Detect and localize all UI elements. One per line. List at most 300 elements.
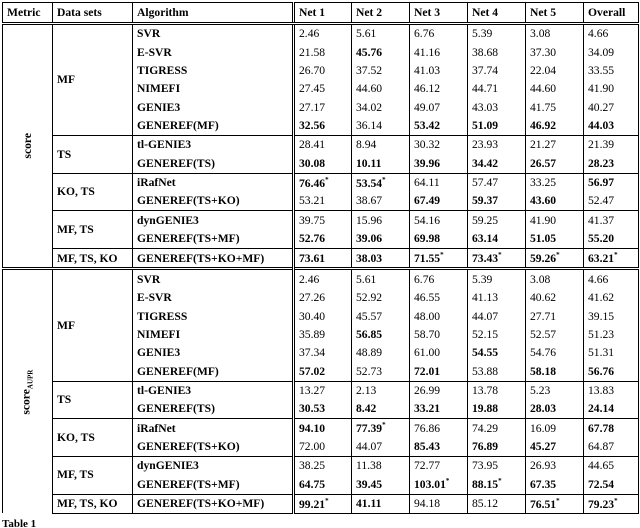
net-2-cell (352, 269, 410, 289)
value: 34.09 (588, 45, 615, 59)
algorithm-cell: tl-GENIE3 (133, 381, 294, 400)
value: 2.13 (356, 383, 377, 397)
significance-marker: * (614, 251, 618, 260)
net-5-cell (526, 24, 584, 44)
net-1-cell (294, 289, 352, 307)
value: 54.55 (472, 346, 499, 360)
net-3-cell (410, 24, 468, 44)
net-3-cell (410, 43, 468, 61)
value: 56.85 (356, 327, 383, 341)
metric-label (20, 369, 34, 414)
results-table-container (2, 2, 638, 514)
net-4-cell (468, 494, 526, 513)
net-4-cell (468, 344, 526, 362)
significance-marker: * (614, 496, 618, 505)
net-4-cell (468, 362, 526, 381)
algorithm-cell: NIMEFI (133, 80, 294, 98)
net-3-cell (410, 475, 468, 494)
net-5-cell (526, 249, 584, 269)
net-1-cell (294, 80, 352, 98)
value: 74.29 (472, 421, 499, 435)
dataset-cell: KO, TS (53, 173, 133, 211)
value: 41.37 (588, 213, 615, 227)
overall-cell (584, 117, 639, 136)
value: 51.05 (530, 232, 557, 246)
table-row (3, 381, 639, 400)
overall-cell (584, 230, 639, 249)
net-1-cell (294, 400, 352, 419)
net-1-cell (294, 117, 352, 136)
value: 3.08 (530, 272, 551, 286)
value: 8.42 (356, 402, 377, 416)
value: 72.77 (414, 459, 441, 473)
header-overall: Overall (584, 3, 639, 24)
value: 71.55 (414, 251, 441, 265)
net-2-cell (352, 362, 410, 381)
value: 46.92 (530, 119, 557, 133)
value: 58.18 (530, 364, 557, 378)
value: 35.89 (299, 327, 326, 341)
value: 44.65 (588, 459, 615, 473)
overall-cell (584, 307, 639, 325)
value: 85.12 (472, 496, 499, 510)
value: 52.47 (588, 194, 615, 208)
value: 56.97 (588, 176, 615, 190)
value: 41.62 (588, 291, 615, 305)
net-2-cell (352, 400, 410, 419)
value: 2.46 (299, 272, 320, 286)
significance-marker: * (325, 496, 329, 505)
algorithm-cell: iRafNet (133, 173, 294, 192)
net-2-cell (352, 154, 410, 173)
overall-cell (584, 249, 639, 269)
net-2-cell (352, 80, 410, 98)
net-3-cell (410, 400, 468, 419)
table-row (3, 269, 639, 289)
net-1-cell (294, 230, 352, 249)
dataset-cell: MF (53, 269, 133, 381)
overall-cell (584, 173, 639, 192)
overall-cell (584, 80, 639, 98)
overall-cell (584, 192, 639, 211)
value: 52.57 (530, 327, 557, 341)
net-1-cell (294, 43, 352, 61)
algorithm-cell: GENEREF(MF) (133, 362, 294, 381)
net-4-cell (468, 400, 526, 419)
dataset-cell: MF, TS, KO (53, 494, 133, 513)
value: 27.45 (299, 82, 326, 96)
overall-cell (584, 438, 639, 457)
overall-cell (584, 381, 639, 400)
net-5-cell (526, 43, 584, 61)
value: 30.53 (299, 402, 326, 416)
value: 54.76 (530, 346, 557, 360)
dataset-cell: MF, TS, KO (53, 249, 133, 269)
net-1-cell (294, 362, 352, 381)
net-5-cell (526, 136, 584, 155)
net-5-cell (526, 230, 584, 249)
net-3-cell (410, 173, 468, 192)
value: 21.39 (588, 138, 615, 152)
value: 3.08 (530, 27, 551, 41)
value: 32.56 (299, 119, 326, 133)
net-5-cell (526, 400, 584, 419)
value: 72.01 (414, 364, 441, 378)
value: 48.89 (356, 346, 383, 360)
value: 38.67 (356, 194, 383, 208)
net-2-cell (352, 249, 410, 269)
net-5-cell (526, 344, 584, 362)
table-row (3, 494, 639, 513)
value: 43.03 (472, 100, 499, 114)
value: 56.76 (588, 364, 615, 378)
net-1-cell (294, 326, 352, 344)
algorithm-cell: GENEREF(TS+KO+MF) (133, 494, 294, 513)
net-5-cell (526, 117, 584, 136)
algorithm-cell: GENEREF(TS+KO) (133, 438, 294, 457)
net-5-cell (526, 307, 584, 325)
value: 23.93 (472, 138, 499, 152)
value: 67.49 (414, 194, 441, 208)
net-5-cell (526, 80, 584, 98)
net-2-cell (352, 289, 410, 307)
net-5-cell (526, 475, 584, 494)
value: 34.02 (356, 100, 383, 114)
net-5-cell (526, 381, 584, 400)
metric-name: score (20, 133, 34, 160)
net-3-cell (410, 98, 468, 116)
net-4-cell (468, 80, 526, 98)
table-row (3, 24, 639, 44)
header-net-1: Net 1 (294, 3, 352, 24)
value: 26.99 (414, 383, 441, 397)
algorithm-cell: E-SVR (133, 43, 294, 61)
algorithm-cell: NIMEFI (133, 326, 294, 344)
net-1-cell (294, 456, 352, 475)
algorithm-cell: dynGENIE3 (133, 456, 294, 475)
net-1-cell (294, 344, 352, 362)
significance-marker: * (556, 496, 560, 505)
value: 4.66 (588, 27, 609, 41)
net-3-cell (410, 438, 468, 457)
net-5-cell (526, 289, 584, 307)
metric-subscript: AUPR (26, 369, 35, 389)
value: 21.58 (299, 45, 326, 59)
net-3-cell (410, 381, 468, 400)
net-5-cell (526, 456, 584, 475)
value: 41.13 (472, 291, 499, 305)
value: 38.03 (356, 251, 383, 265)
net-4-cell (468, 154, 526, 173)
value: 27.26 (299, 291, 326, 305)
dataset-cell: TS (53, 381, 133, 419)
net-2-cell (352, 98, 410, 116)
value: 103.01 (414, 478, 446, 492)
table-caption: Table 1 (2, 518, 37, 528)
value: 6.76 (414, 27, 435, 41)
value: 85.43 (414, 439, 441, 453)
overall-cell (584, 419, 639, 438)
overall-cell (584, 344, 639, 362)
net-1-cell (294, 62, 352, 80)
net-3-cell (410, 154, 468, 173)
table-row (3, 419, 639, 438)
value: 40.62 (530, 291, 557, 305)
net-3-cell (410, 192, 468, 211)
algorithm-cell: SVR (133, 269, 294, 289)
value: 13.78 (472, 383, 499, 397)
header-net-3: Net 3 (410, 3, 468, 24)
value: 46.12 (414, 82, 441, 96)
value: 44.60 (356, 82, 383, 96)
value: 41.90 (588, 82, 615, 96)
value: 94.10 (299, 421, 326, 435)
value: 34.42 (472, 156, 499, 170)
net-2-cell (352, 381, 410, 400)
net-2-cell (352, 43, 410, 61)
net-5-cell (526, 62, 584, 80)
value: 64.11 (414, 176, 440, 190)
value: 28.23 (588, 156, 615, 170)
net-5-cell (526, 98, 584, 116)
net-3-cell (410, 249, 468, 269)
value: 72.00 (299, 439, 326, 453)
net-4-cell (468, 249, 526, 269)
overall-cell (584, 62, 639, 80)
value: 79.23 (588, 497, 615, 511)
value: 64.87 (588, 439, 615, 453)
significance-marker: * (556, 251, 560, 260)
value: 59.37 (472, 194, 499, 208)
net-2-cell (352, 475, 410, 494)
metric-cell (3, 269, 53, 513)
overall-cell (584, 43, 639, 61)
net-2-cell (352, 326, 410, 344)
value: 39.75 (299, 213, 326, 227)
net-2-cell (352, 173, 410, 192)
value: 26.57 (530, 156, 557, 170)
value: 16.09 (530, 421, 557, 435)
value: 37.74 (472, 64, 499, 78)
value: 40.27 (588, 100, 615, 114)
header-net-4: Net 4 (468, 3, 526, 24)
net-5-cell (526, 438, 584, 457)
net-5-cell (526, 419, 584, 438)
metric-cell (3, 24, 53, 269)
value: 57.47 (472, 176, 499, 190)
value: 72.54 (588, 477, 615, 491)
value: 53.54 (356, 176, 383, 190)
net-3-cell (410, 326, 468, 344)
algorithm-cell: GENEREF(TS+MF) (133, 230, 294, 249)
value: 38.25 (299, 459, 326, 473)
header-metric: Metric (3, 3, 53, 24)
net-3-cell (410, 362, 468, 381)
value: 99.21 (299, 497, 326, 511)
value: 94.18 (414, 496, 441, 510)
net-3-cell (410, 344, 468, 362)
value: 63.14 (472, 232, 499, 246)
value: 27.71 (530, 309, 557, 323)
value: 4.66 (588, 272, 609, 286)
net-4-cell (468, 381, 526, 400)
net-4-cell (468, 269, 526, 289)
metric-label (22, 133, 34, 159)
value: 26.70 (299, 64, 326, 78)
value: 67.78 (588, 421, 615, 435)
net-5-cell (526, 154, 584, 173)
value: 41.03 (414, 64, 441, 78)
value: 69.98 (414, 232, 441, 246)
overall-cell (584, 154, 639, 173)
algorithm-cell: GENEREF(TS+KO+MF) (133, 249, 294, 269)
net-5-cell (526, 192, 584, 211)
metric-name: score (19, 388, 33, 415)
net-3-cell (410, 307, 468, 325)
net-1-cell (294, 419, 352, 438)
net-3-cell (410, 456, 468, 475)
value: 22.04 (530, 64, 557, 78)
value: 45.76 (356, 45, 383, 59)
net-4-cell (468, 173, 526, 192)
significance-marker: * (498, 477, 502, 486)
net-2-cell (352, 438, 410, 457)
value: 73.95 (472, 459, 499, 473)
overall-cell (584, 362, 639, 381)
net-4-cell (468, 289, 526, 307)
value: 39.45 (356, 477, 383, 491)
value: 76.51 (530, 497, 557, 511)
dataset-cell: MF, TS (53, 211, 133, 249)
value: 28.41 (299, 138, 326, 152)
value: 41.75 (530, 100, 557, 114)
dataset-cell: MF (53, 24, 133, 136)
value: 5.61 (356, 27, 377, 41)
value: 5.39 (472, 272, 493, 286)
value: 48.00 (414, 309, 441, 323)
net-4-cell (468, 117, 526, 136)
net-4-cell (468, 456, 526, 475)
net-3-cell (410, 80, 468, 98)
algorithm-cell: GENIE3 (133, 344, 294, 362)
significance-marker: * (382, 175, 386, 184)
value: 28.03 (530, 402, 557, 416)
net-5-cell (526, 362, 584, 381)
value: 44.60 (530, 82, 557, 96)
value: 5.23 (530, 383, 551, 397)
significance-marker: * (498, 251, 502, 260)
value: 13.83 (588, 383, 615, 397)
value: 57.02 (299, 364, 326, 378)
value: 33.21 (414, 402, 441, 416)
net-3-cell (410, 117, 468, 136)
net-3-cell (410, 211, 468, 230)
value: 30.40 (299, 309, 326, 323)
table-row (3, 456, 639, 475)
algorithm-cell: tl-GENIE3 (133, 136, 294, 155)
overall-cell (584, 136, 639, 155)
dataset-cell: KO, TS (53, 419, 133, 457)
net-1-cell (294, 475, 352, 494)
value: 54.16 (414, 213, 441, 227)
net-1-cell (294, 307, 352, 325)
value: 51.09 (472, 119, 499, 133)
net-3-cell (410, 269, 468, 289)
value: 59.26 (530, 251, 557, 265)
value: 45.27 (530, 439, 557, 453)
value: 41.90 (530, 213, 557, 227)
significance-marker: * (382, 421, 386, 430)
value: 13.27 (299, 383, 326, 397)
value: 73.61 (299, 251, 326, 265)
net-1-cell (294, 136, 352, 155)
value: 37.34 (299, 346, 326, 360)
value: 76.89 (472, 439, 499, 453)
net-2-cell (352, 117, 410, 136)
value: 45.57 (356, 309, 383, 323)
value: 77.39 (356, 422, 383, 436)
value: 36.14 (356, 119, 383, 133)
value: 37.52 (356, 64, 383, 78)
value: 52.92 (356, 291, 383, 305)
table-row (3, 136, 639, 155)
net-1-cell (294, 24, 352, 44)
overall-cell (584, 400, 639, 419)
algorithm-cell: GENEREF(MF) (133, 117, 294, 136)
algorithm-cell: GENEREF(TS) (133, 154, 294, 173)
net-2-cell (352, 456, 410, 475)
algorithm-cell: dynGENIE3 (133, 211, 294, 230)
value: 52.76 (299, 232, 326, 246)
net-4-cell (468, 307, 526, 325)
overall-cell (584, 24, 639, 44)
value: 30.08 (299, 156, 326, 170)
net-2-cell (352, 62, 410, 80)
value: 67.35 (530, 477, 557, 491)
net-2-cell (352, 136, 410, 155)
value: 46.55 (414, 291, 441, 305)
net-1-cell (294, 211, 352, 230)
results-body (3, 24, 639, 514)
net-5-cell (526, 173, 584, 192)
net-4-cell (468, 24, 526, 44)
significance-marker: * (445, 477, 450, 486)
algorithm-cell: iRafNet (133, 419, 294, 438)
significance-marker: * (440, 251, 444, 260)
value: 26.93 (530, 459, 557, 473)
net-4-cell (468, 475, 526, 494)
value: 39.06 (356, 232, 383, 246)
net-1-cell (294, 381, 352, 400)
net-4-cell (468, 326, 526, 344)
value: 51.23 (588, 327, 615, 341)
net-4-cell (468, 43, 526, 61)
value: 39.96 (414, 156, 441, 170)
value: 44.07 (356, 439, 383, 453)
overall-cell (584, 289, 639, 307)
net-1-cell (294, 154, 352, 173)
value: 64.75 (299, 477, 326, 491)
value: 6.76 (414, 272, 435, 286)
net-2-cell (352, 192, 410, 211)
value: 41.16 (414, 45, 441, 59)
overall-cell (584, 456, 639, 475)
value: 76.86 (414, 421, 441, 435)
value: 33.55 (588, 64, 615, 78)
value: 19.88 (472, 402, 499, 416)
value: 37.30 (530, 45, 557, 59)
net-4-cell (468, 211, 526, 230)
